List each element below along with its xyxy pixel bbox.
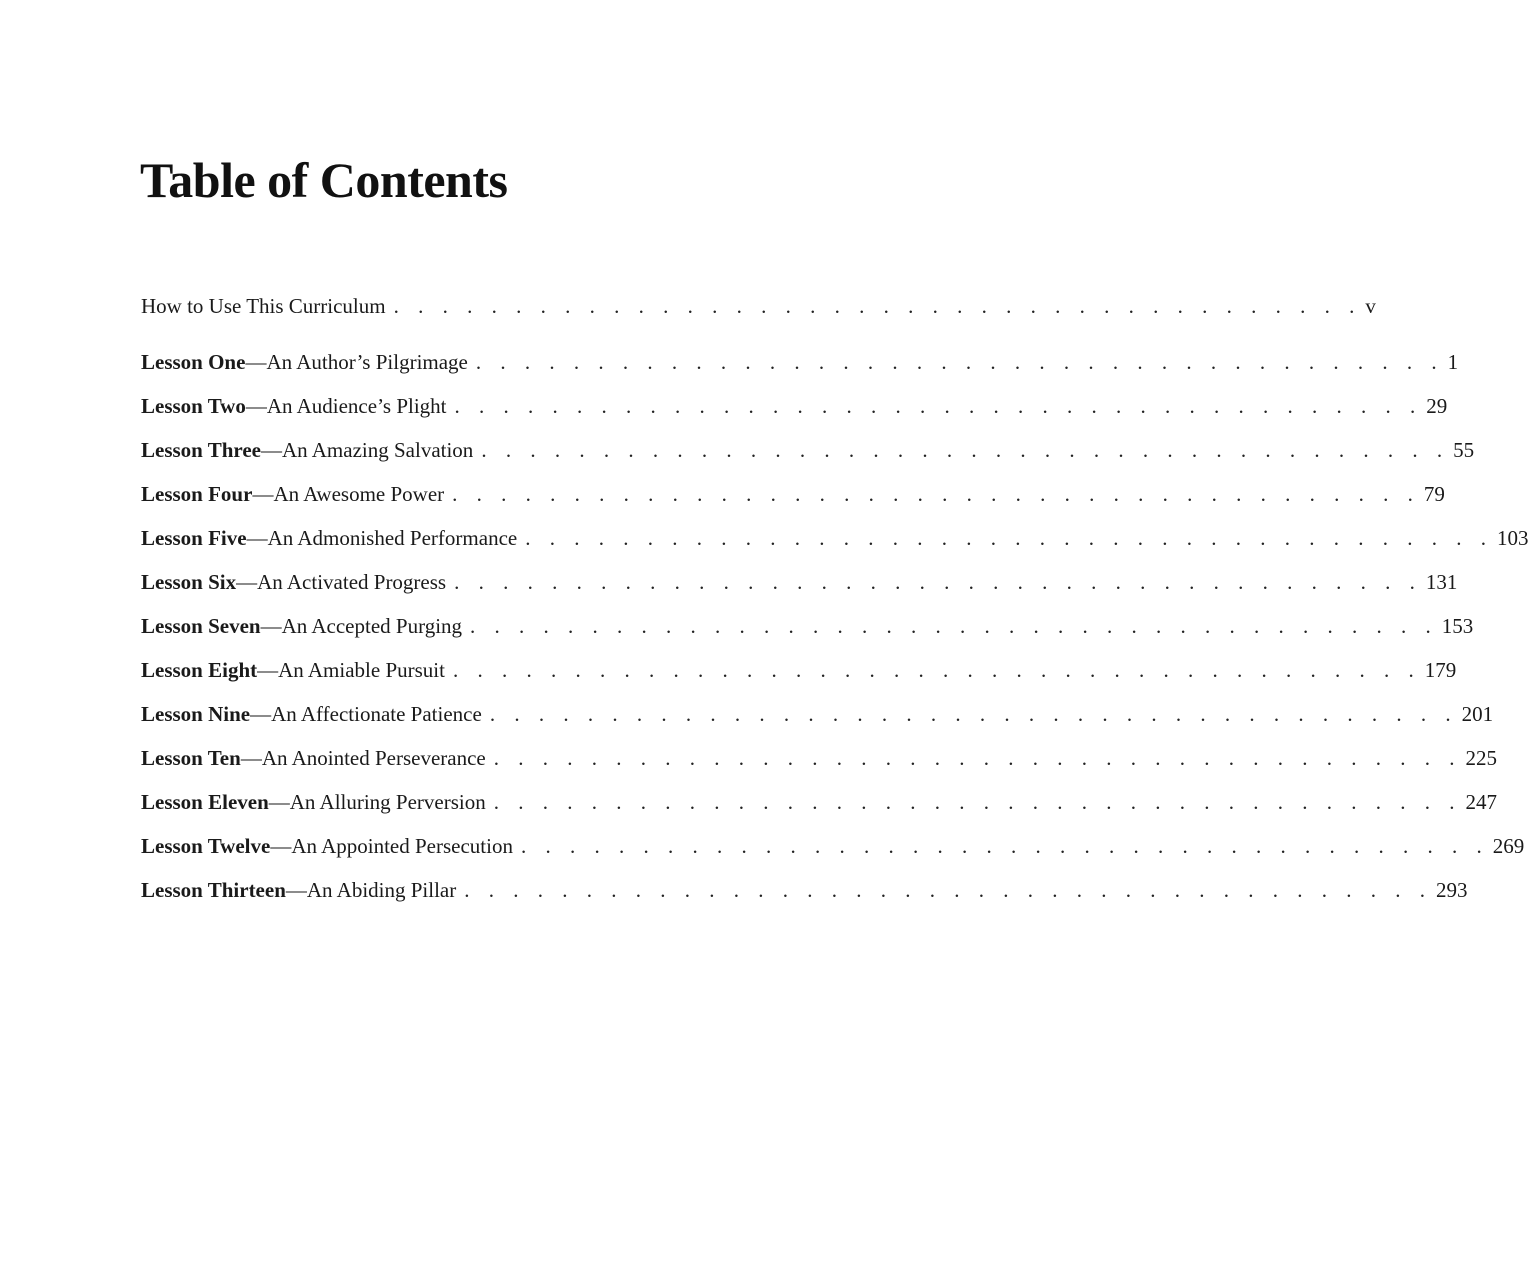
toc-entry-label	[141, 384, 447, 428]
toc-page-number: 29	[1426, 394, 1448, 418]
lesson-number: Lesson One	[141, 350, 246, 374]
lesson-subtitle: —An Abiding Pillar	[285, 878, 457, 902]
toc-entry-label	[141, 604, 462, 648]
toc-entry-label	[141, 648, 445, 692]
lesson-number: Lesson Two	[141, 394, 246, 418]
toc-entry-label	[141, 428, 473, 472]
lesson-number: Lesson Nine	[141, 702, 251, 726]
lesson-subtitle: —An Amazing Salvation	[261, 438, 474, 462]
lesson-number: Lesson Thirteen	[141, 878, 286, 902]
lesson-subtitle: —An Alluring Perversion	[268, 790, 486, 814]
lesson-subtitle: —An Activated Progress	[236, 570, 447, 594]
toc-page-number: 55	[1453, 438, 1475, 462]
lesson-subtitle: —An Amiable Pursuit	[257, 658, 445, 682]
table-of-contents	[141, 284, 1528, 912]
dot-leader: . . . . . . . . . . . . . . . . . . . . . . . . . . . . . . . . . . . . . . . .	[452, 658, 1421, 682]
toc-entry-label: How to Use This Curriculum	[141, 294, 386, 318]
toc-page-number: 131	[1425, 570, 1458, 594]
toc-entry-label	[141, 340, 468, 384]
lesson-subtitle: —An Affectionate Patience	[250, 702, 482, 726]
toc-entry-lesson-9[interactable]	[141, 692, 1494, 736]
toc-page-number: 225	[1465, 746, 1497, 770]
lesson-number: Lesson Three	[141, 438, 261, 462]
lesson-number: Lesson Seven	[141, 614, 261, 638]
lesson-number: Lesson Ten	[141, 746, 241, 770]
toc-entry-label	[141, 824, 513, 868]
toc-page-number: 201	[1461, 702, 1494, 726]
page-title: Table of Contents	[140, 152, 508, 208]
dot-leader: . . . . . . . . . . . . . . . . . . . . . . . . . . . . . . . . . . . . . . . .	[493, 746, 1462, 770]
lesson-number: Lesson Six	[141, 570, 237, 594]
dot-leader: . . . . . . . . . . . . . . . . . . . . . . . . . . . . . . . . . . . . . . . .	[452, 482, 1420, 506]
toc-entry-lesson-5[interactable]	[141, 516, 1528, 560]
dot-leader: . . . . . . . . . . . . . . . . . . . . . . . . . . . . . . . . . . . . . . . .	[520, 834, 1489, 858]
toc-page-number: 1	[1447, 350, 1459, 374]
lesson-subtitle: —An Accepted Purging	[260, 614, 463, 638]
lesson-subtitle: —An Admonished Performance	[246, 526, 518, 550]
lesson-number: Lesson Five	[141, 526, 247, 550]
dot-leader: . . . . . . . . . . . . . . . . . . . . . . . . . . . . . . . . . . . . . . . .	[493, 790, 1462, 814]
toc-entry-lesson-12[interactable]	[141, 824, 1525, 868]
toc-entry-lesson-11[interactable]	[141, 780, 1497, 824]
dot-leader: . . . . . . . . . . . . . . . . . . . . . . . . . . . . . . . . . . . . . . . .	[481, 438, 1450, 462]
toc-page-number: 247	[1465, 790, 1497, 814]
dot-leader: . . . . . . . . . . . . . . . . . . . . . . . . . . . . . . . . . . . . . . . .	[470, 614, 1438, 638]
toc-entry-lesson-7[interactable]	[141, 604, 1474, 648]
toc-page-number: 269	[1492, 834, 1525, 858]
toc-entry-label	[141, 516, 517, 560]
toc-entry-lesson-2[interactable]	[141, 384, 1448, 428]
toc-entry-label	[141, 472, 444, 516]
toc-entry-label	[141, 780, 486, 824]
toc-entry-lesson-4[interactable]	[141, 472, 1445, 516]
lesson-subtitle: —An Author’s Pilgrimage	[245, 350, 468, 374]
dot-leader: . . . . . . . . . . . . . . . . . . . . . . . . . . . . . . . . . . . . . . . .	[454, 570, 1422, 594]
dot-leader: . . . . . . . . . . . . . . . . . . . . . . . . . . . . . . . . . . . . . . . .	[454, 394, 1423, 418]
toc-page-number: 153	[1441, 614, 1474, 638]
lesson-subtitle: —An Audience’s Plight	[245, 394, 447, 418]
toc-entry-label	[141, 868, 456, 912]
toc-page-number: 79	[1423, 482, 1445, 506]
toc-entry-lesson-3[interactable]	[141, 428, 1475, 472]
toc-page-number: 293	[1435, 878, 1468, 902]
lesson-number: Lesson Twelve	[141, 834, 271, 858]
dot-leader: . . . . . . . . . . . . . . . . . . . . . . . . . . . . . . . . . . . . . . . .	[464, 878, 1432, 902]
toc-entry-label	[141, 692, 482, 736]
toc-entry-lesson-13[interactable]	[141, 868, 1468, 912]
toc-entry-label	[141, 736, 486, 780]
dot-leader: . . . . . . . . . . . . . . . . . . . . . . . . . . . . . . . . . . . . . . . .	[525, 526, 1493, 550]
toc-entry-label	[141, 560, 446, 604]
toc-entry-lesson-6[interactable]	[141, 560, 1458, 604]
lesson-subtitle: —An Anointed Perseverance	[240, 746, 486, 770]
lesson-subtitle: —An Appointed Persecution	[270, 834, 513, 858]
lesson-number: Lesson Four	[141, 482, 253, 506]
toc-page-number: v	[1365, 294, 1376, 318]
dot-leader: . . . . . . . . . . . . . . . . . . . . . . . . . . . . . . . . . . . . . . . .	[393, 294, 1362, 318]
toc-entry-lesson-1[interactable]	[141, 340, 1459, 384]
dot-leader: . . . . . . . . . . . . . . . . . . . . . . . . . . . . . . . . . . . . . . . .	[475, 350, 1444, 374]
toc-page-number: 103	[1496, 526, 1528, 550]
toc-entry-intro[interactable]	[141, 284, 1376, 340]
toc-entry-lesson-10[interactable]	[141, 736, 1497, 780]
toc-page-number: 179	[1424, 658, 1457, 682]
dot-leader: . . . . . . . . . . . . . . . . . . . . . . . . . . . . . . . . . . . . . . . .	[489, 702, 1458, 726]
lesson-number: Lesson Eleven	[141, 790, 269, 814]
lesson-number: Lesson Eight	[141, 658, 258, 682]
lesson-subtitle: —An Awesome Power	[252, 482, 445, 506]
toc-entry-lesson-8[interactable]	[141, 648, 1457, 692]
